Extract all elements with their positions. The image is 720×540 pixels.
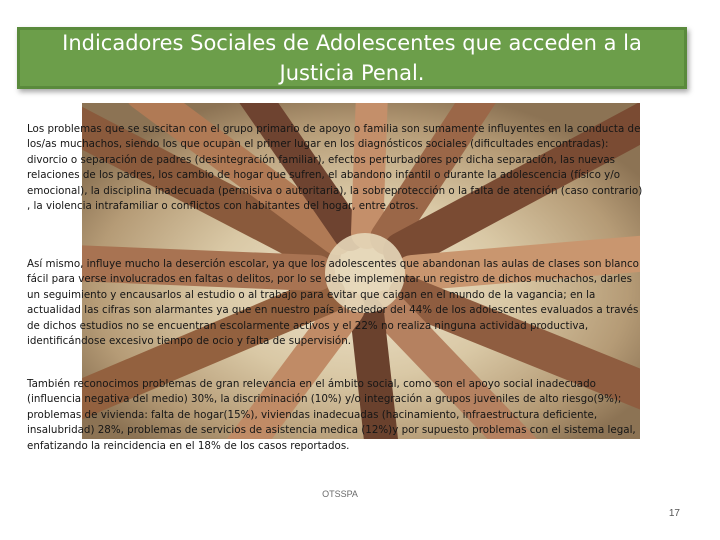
paragraph-social-problems: También reconocimos problemas de gran relevancia en el ámbito social, como son el apoyo social inadecuado (influencia negativa del medio) 30%, la discriminación (10%) y/o integración a grupos juveniles de alto riesgo(9%); problemas de vivienda: falta de hogar(15%), viviendas inadecuadas (hacinamiento, infraestructura deficiente, insalubridad) 28%, problemas de servicios de asistencia medica (12%)y por supuesto problemas con el sistema legal, enfatizando la reincidencia en el 18% de los casos reportados.: [27, 378, 636, 452]
slide-title-box: [17, 27, 687, 89]
footer-label: OTSSPA: [322, 489, 358, 499]
page-number: 17: [668, 508, 680, 519]
paragraph-family-problems: Los problemas que se suscitan con el grupo primario de apoyo o familia son sumamente influyentes en la conducta de los/as muchachos, siendo los que ocupan el primer lugar en los diagnósticos sociales (dificultades encontradas): divorcio o separación de padres (desintegración familiar), efectos perturbadores por dicha separación, las nuevas relaciones de los padres, los cambio de hogar que sufren, el abandono infantil o durante la adolescencia (físico y/o emocional), la disciplina inadecuada (permisiva o autoritaria), la sobreprotección o la falta de atención (caso contrario) , la violencia intrafamiliar o conflictos con habitantes del hogar, entre otros.: [27, 123, 643, 213]
slide-title: Indicadores Sociales de Adolescentes que acceden a la Justicia Penal.: [62, 31, 642, 85]
paragraph-school-dropout: Así mismo, influye mucho la deserción escolar, ya que los adolescentes que abandonan las aulas de clases son blanco fácil para verse involucrados en faltas o delitos, por lo se debe implementar un registro de dichos muchachos, darles un seguimiento y encausarlos al estudio o al trabajo para evitar que caigan en el mundo de la vagancia; en la actualidad las cifras son alarmantes ya que en nuestro país alrededor del 44% de los adolescentes evaluados a través de dichos estudios no se encuentran escolarmente activos y el 22% no realiza ninguna actividad productiva, identificándose excesivo tiempo de ocio y falta de supervisión.: [27, 258, 639, 348]
